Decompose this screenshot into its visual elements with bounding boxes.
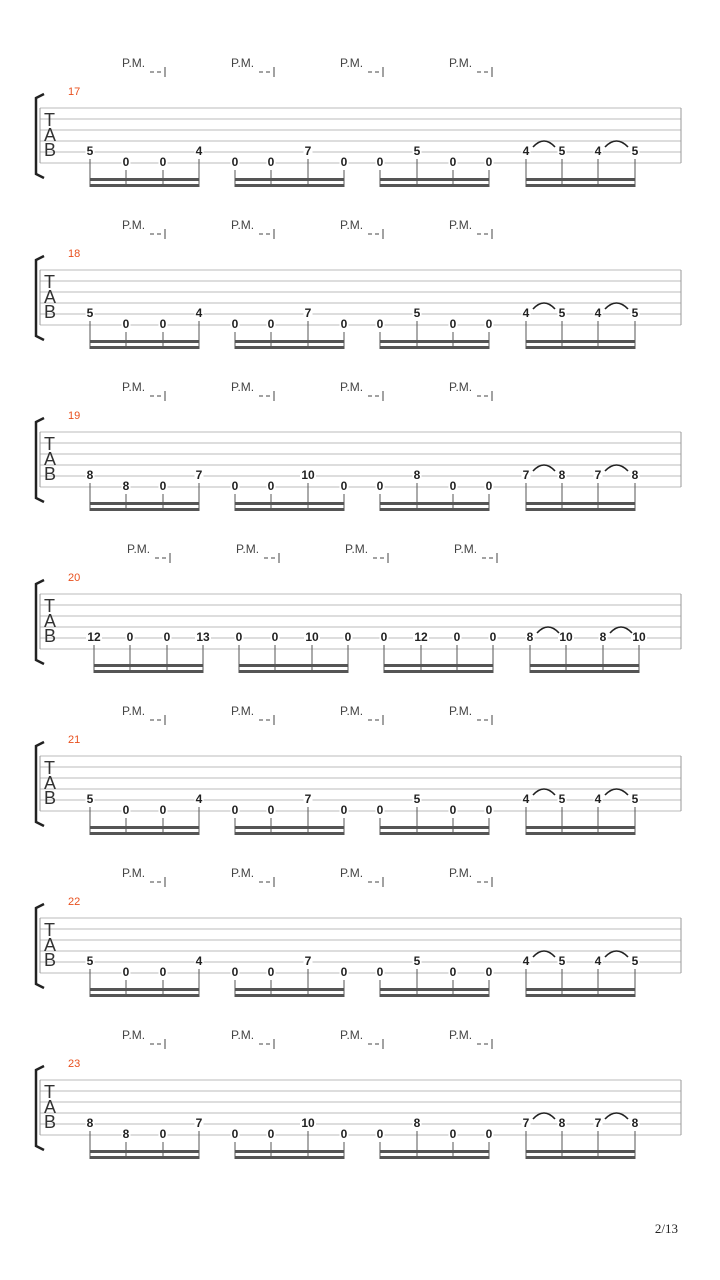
beam-secondary [235,346,344,349]
fret-number: 0 [485,317,493,331]
fret-number: 13 [196,630,210,644]
fret-number: 4 [195,306,203,320]
fret-number: 8 [86,1116,94,1130]
fret-number: 4 [594,792,602,806]
palm-mute-label: P.M. [231,866,255,880]
fret-number: 4 [522,144,530,158]
fret-number: 0 [485,965,493,979]
fret-number: 0 [163,630,171,644]
fret-number: 5 [86,306,94,320]
tab-system-21 [36,704,681,835]
fret-number: 4 [594,306,602,320]
fret-number: 0 [376,803,384,817]
fret-number: 7 [594,1116,602,1130]
fret-number: 8 [413,468,421,482]
fret-number: 8 [122,479,130,493]
palm-mute-label: P.M. [449,1028,473,1042]
beam-secondary [380,832,489,835]
beam-primary [380,340,489,343]
fret-number: 5 [86,954,94,968]
fret-number: 0 [376,155,384,169]
fret-number: 0 [485,479,493,493]
beam-primary [90,826,199,829]
palm-mute-label: P.M. [449,380,473,394]
palm-mute-label: P.M. [231,704,255,718]
fret-number: 10 [305,630,319,644]
measure-number: 23 [68,1058,81,1070]
beam-secondary [526,508,635,511]
fret-number: 0 [376,965,384,979]
palm-mute-label: P.M. [345,542,369,556]
tab-system-18 [36,218,681,349]
tab-clef-letter: T [44,434,55,454]
fret-number: 0 [489,630,497,644]
fret-number: 4 [195,792,203,806]
beam-primary [526,502,635,505]
fret-number: 4 [195,144,203,158]
fret-number: 0 [231,803,239,817]
palm-mute-label: P.M. [449,56,473,70]
hammer-on-arc [533,789,555,795]
beam-secondary [90,1156,199,1159]
fret-number: 5 [558,792,566,806]
beam-secondary [384,670,493,673]
beam-primary [380,178,489,181]
beam-primary [90,178,199,181]
hammer-on-arc [533,1113,555,1119]
fret-number: 7 [522,468,530,482]
fret-number: 0 [340,1127,348,1141]
palm-mute-label: P.M. [449,866,473,880]
fret-number: 4 [522,306,530,320]
tab-system-19 [36,380,681,511]
fret-number: 5 [631,792,639,806]
tab-clef-letter: T [44,758,55,778]
tab-clef-letter: B [44,1112,57,1132]
fret-number: 5 [413,792,421,806]
fret-number: 8 [526,630,534,644]
fret-number: 0 [376,479,384,493]
tab-clef-letter: T [44,596,55,616]
fret-number: 7 [304,144,312,158]
tab-system-20 [36,542,681,673]
beam-secondary [380,1156,489,1159]
fret-number: 0 [122,317,130,331]
fret-number: 0 [449,479,457,493]
tab-clef-letter: T [44,1082,55,1102]
fret-number: 7 [304,954,312,968]
beam-primary [530,664,639,667]
fret-number: 8 [86,468,94,482]
palm-mute-label: P.M. [340,1028,364,1042]
fret-number: 0 [376,1127,384,1141]
fret-number: 4 [594,144,602,158]
beam-primary [380,826,489,829]
fret-number: 0 [231,965,239,979]
fret-number: 0 [267,803,275,817]
fret-number: 7 [594,468,602,482]
tab-clef-letter: T [44,110,55,130]
tab-clef-letter: A [44,611,57,631]
fret-number: 0 [122,965,130,979]
fret-number: 0 [267,155,275,169]
beam-secondary [90,508,199,511]
palm-mute-label: P.M. [231,56,255,70]
palm-mute-label: P.M. [340,704,364,718]
beam-secondary [526,832,635,835]
fret-number: 0 [235,630,243,644]
palm-mute-label: P.M. [122,866,146,880]
fret-number: 8 [631,1116,639,1130]
palm-mute-label: P.M. [340,866,364,880]
beam-primary [235,826,344,829]
tab-clef-letter: A [44,773,57,793]
fret-number: 0 [159,317,167,331]
fret-number: 8 [122,1127,130,1141]
fret-number: 12 [87,630,101,644]
hammer-on-arc [605,1113,628,1119]
beam-primary [380,988,489,991]
measure-number: 17 [68,86,81,98]
fret-number: 5 [86,144,94,158]
beam-primary [526,826,635,829]
tab-clef-letter: T [44,272,55,292]
hammer-on-arc [533,303,555,309]
fret-number: 5 [631,144,639,158]
palm-mute-label: P.M. [127,542,151,556]
tab-system-22 [36,866,681,997]
fret-number: 0 [376,317,384,331]
fret-number: 0 [485,803,493,817]
palm-mute-label: P.M. [340,218,364,232]
fret-number: 0 [267,1127,275,1141]
tab-clef-letter: A [44,935,57,955]
fret-number: 0 [344,630,352,644]
beam-secondary [526,184,635,187]
measure-number: 20 [68,572,81,584]
fret-number: 4 [522,954,530,968]
hammer-on-arc [605,465,628,471]
beam-primary [380,1150,489,1153]
fret-number: 0 [267,479,275,493]
beam-primary [90,1150,199,1153]
beam-primary [526,178,635,181]
palm-mute-label: P.M. [122,56,146,70]
page-number: 2/13 [654,1221,678,1236]
beam-primary [239,664,348,667]
fret-number: 0 [340,479,348,493]
palm-mute-label: P.M. [122,704,146,718]
fret-number: 5 [413,306,421,320]
palm-mute-label: P.M. [231,380,255,394]
fret-number: 0 [485,1127,493,1141]
fret-number: 0 [159,155,167,169]
palm-mute-label: P.M. [231,218,255,232]
beam-secondary [90,832,199,835]
hammer-on-arc [533,141,555,147]
fret-number: 7 [304,306,312,320]
fret-number: 0 [340,803,348,817]
tab-clef-letter: A [44,1097,57,1117]
hammer-on-arc [533,951,555,957]
beam-secondary [526,994,635,997]
beam-secondary [380,994,489,997]
measure-number: 19 [68,410,81,422]
fret-number: 0 [122,803,130,817]
fret-number: 0 [231,479,239,493]
fret-number: 4 [522,792,530,806]
palm-mute-label: P.M. [454,542,478,556]
tab-clef-letter: A [44,449,57,469]
hammer-on-arc [605,303,628,309]
fret-number: 8 [413,1116,421,1130]
fret-number: 0 [271,630,279,644]
beam-primary [235,178,344,181]
fret-number: 8 [631,468,639,482]
fret-number: 8 [599,630,607,644]
fret-number: 0 [159,1127,167,1141]
tab-clef-letter: B [44,302,57,322]
beam-secondary [380,184,489,187]
beam-secondary [530,670,639,673]
fret-number: 4 [195,954,203,968]
beam-secondary [90,184,199,187]
fret-number: 0 [449,1127,457,1141]
hammer-on-arc [610,627,632,633]
beam-secondary [235,1156,344,1159]
hammer-on-arc [605,141,628,147]
beam-secondary [235,184,344,187]
beam-secondary [90,346,199,349]
beam-primary [235,988,344,991]
hammer-on-arc [605,789,628,795]
fret-number: 10 [632,630,646,644]
fret-number: 0 [449,803,457,817]
fret-number: 5 [558,144,566,158]
hammer-on-arc [605,951,628,957]
beam-primary [90,340,199,343]
fret-number: 0 [449,155,457,169]
palm-mute-label: P.M. [340,56,364,70]
fret-number: 5 [413,954,421,968]
tab-clef-letter: B [44,140,57,160]
palm-mute-label: P.M. [122,218,146,232]
tab-system-17 [36,56,681,187]
fret-number: 0 [380,630,388,644]
measure-number: 21 [68,734,81,746]
measure-number: 22 [68,896,81,908]
fret-number: 10 [301,1116,315,1130]
tab-clef-letter: B [44,788,57,808]
fret-number: 0 [231,155,239,169]
fret-number: 0 [231,1127,239,1141]
fret-number: 0 [340,155,348,169]
palm-mute-label: P.M. [340,380,364,394]
fret-number: 0 [267,965,275,979]
beam-secondary [380,346,489,349]
tab-clef-letter: B [44,626,57,646]
tab-clef-letter: B [44,950,57,970]
fret-number: 7 [522,1116,530,1130]
fret-number: 5 [413,144,421,158]
fret-number: 0 [159,965,167,979]
fret-number: 0 [449,965,457,979]
fret-number: 0 [126,630,134,644]
fret-number: 5 [631,954,639,968]
palm-mute-label: P.M. [122,380,146,394]
hammer-on-arc [533,465,555,471]
palm-mute-label: P.M. [449,218,473,232]
fret-number: 0 [267,317,275,331]
fret-number: 8 [558,1116,566,1130]
beam-primary [90,988,199,991]
beam-secondary [526,346,635,349]
fret-number: 5 [558,954,566,968]
fret-number: 5 [86,792,94,806]
beam-primary [384,664,493,667]
fret-number: 10 [559,630,573,644]
fret-number: 10 [301,468,315,482]
fret-number: 5 [631,306,639,320]
fret-number: 0 [340,965,348,979]
palm-mute-label: P.M. [449,704,473,718]
beam-primary [235,1150,344,1153]
palm-mute-label: P.M. [236,542,260,556]
fret-number: 0 [449,317,457,331]
fret-number: 0 [340,317,348,331]
fret-number: 7 [304,792,312,806]
beam-primary [526,988,635,991]
fret-number: 0 [122,155,130,169]
beam-secondary [235,508,344,511]
beam-primary [90,502,199,505]
beam-secondary [239,670,348,673]
fret-number: 0 [485,155,493,169]
measure-number: 18 [68,248,81,260]
beam-primary [380,502,489,505]
fret-number: 0 [159,803,167,817]
beam-primary [94,664,203,667]
fret-number: 0 [231,317,239,331]
tab-clef-letter: A [44,125,57,145]
palm-mute-label: P.M. [231,1028,255,1042]
beam-primary [235,340,344,343]
beam-secondary [526,1156,635,1159]
tab-system-23 [36,1028,681,1159]
fret-number: 5 [558,306,566,320]
fret-number: 8 [558,468,566,482]
beam-secondary [94,670,203,673]
beam-primary [526,340,635,343]
beam-secondary [90,994,199,997]
fret-number: 0 [453,630,461,644]
fret-number: 12 [414,630,428,644]
fret-number: 7 [195,1116,203,1130]
beam-secondary [235,832,344,835]
fret-number: 7 [195,468,203,482]
palm-mute-label: P.M. [122,1028,146,1042]
beam-secondary [235,994,344,997]
tab-clef-letter: B [44,464,57,484]
fret-number: 0 [159,479,167,493]
beam-secondary [380,508,489,511]
hammer-on-arc [537,627,559,633]
beam-primary [235,502,344,505]
tab-clef-letter: T [44,920,55,940]
tab-clef-letter: A [44,287,57,307]
fret-number: 4 [594,954,602,968]
beam-primary [526,1150,635,1153]
